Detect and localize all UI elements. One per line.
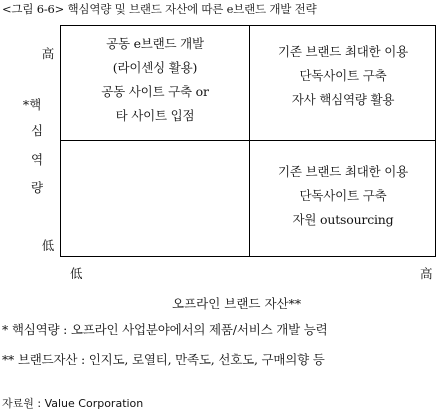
source-credit: 자료원 : Value Corporation xyxy=(2,397,144,410)
quadrant-text-line: 공동 사이트 구축 or xyxy=(101,84,209,99)
x-axis-title: 오프라인 브랜드 자산** xyxy=(172,296,302,311)
quadrant-text-line: 자원 outsourcing xyxy=(292,212,394,227)
quadrant-text-line: 타 사이트 입점 xyxy=(115,108,195,123)
figure-title: <그림 6-6> 핵심역량 및 브랜드 자산에 따른 e브랜드 개발 전략 xyxy=(2,2,317,16)
quadrant-text-line: 단독사이트 구축 xyxy=(299,188,387,203)
quadrant-text-line: 단독사이트 구축 xyxy=(299,68,387,83)
footnote-brand-equity: ** 브랜드자산 : 인지도, 로열티, 만족도, 선호도, 구매의향 등 xyxy=(2,352,325,367)
quadrant-text-line: (라이센싱 활용) xyxy=(112,60,198,75)
quadrant-text-line: 기존 브랜드 최대한 이용 xyxy=(277,44,409,59)
footnote-core-competence: * 핵심역량 : 오프라인 사업분야에서의 제품/서비스 개발 능력 xyxy=(2,322,328,337)
y-axis-low-label: 低 xyxy=(41,238,55,253)
y-axis-label-char-3: 역 xyxy=(30,152,44,167)
quadrant-text-line: 공동 e브랜드 개발 xyxy=(106,36,204,51)
matrix-vertical-divider xyxy=(249,25,250,257)
y-axis-label-char-2: 심 xyxy=(30,123,44,138)
x-axis-low-label: 低 xyxy=(70,266,83,281)
quadrant-top-right xyxy=(251,40,435,112)
quadrant-text-line: 기존 브랜드 최대한 이용 xyxy=(277,164,409,179)
quadrant-top-left xyxy=(62,32,248,128)
y-axis-high-label: 高 xyxy=(41,46,55,61)
x-axis-high-label: 高 xyxy=(420,266,433,281)
y-axis-label-char-1: *핵 xyxy=(22,97,42,112)
quadrant-text-line: 자사 핵심역량 활용 xyxy=(291,92,395,107)
quadrant-bottom-right xyxy=(251,160,435,232)
matrix-horizontal-divider xyxy=(60,140,436,141)
y-axis-label-char-4: 량 xyxy=(30,180,44,195)
